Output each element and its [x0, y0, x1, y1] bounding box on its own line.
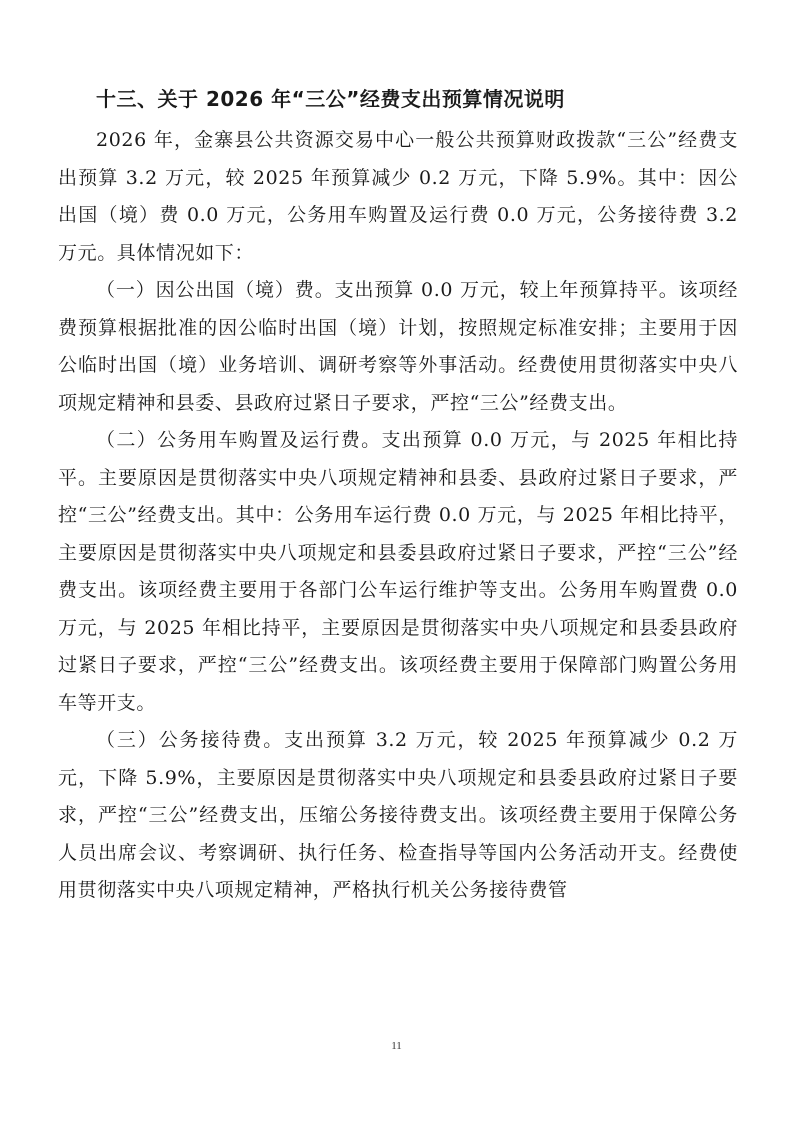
paragraph-official-reception: （三）公务接待费。支出预算 3.2 万元，较 2025 年预算减少 0.2 万元，下降 5.9%，主要原因是贯彻落实中央八项规定和县委县政府过紧日子要求，严控“三公”经费支出，压缩公务接待费支出。该项经费主要用于保障公务人员出席会议、考察调研、执行任务、检查指导等国内公务活动开支。经费使用贯彻落实中央八项规定精神，严格执行机关公务接待费管	[58, 729, 738, 901]
section-heading: 十三、关于 2026 年“三公”经费支出预算情况说明	[96, 87, 565, 111]
paragraph-overseas-travel: （一）因公出国（境）费。支出预算 0.0 万元，较上年预算持平。该项经费预算根据批准的因公临时出国（境）计划，按照规定标准安排；主要用于因公临时出国（境）业务培训、调研考察等外事活动。经费使用贯彻落实中央八项规定精神和县委、县政府过紧日子要求，严控“三公”经费支出。	[58, 279, 738, 414]
paragraph-summary: 2026 年，金寨县公共资源交易中心一般公共预算财政拨款“三公”经费支出预算 3.2 万元，较 2025 年预算减少 0.2 万元，下降 5.9%。其中：因公出国（境）费 0.0 万元，公务用车购置及运行费 0.0 万元，公务接待费 3.2 万元。具体情况如下：	[58, 129, 738, 264]
page-number: 11	[391, 1040, 402, 1052]
paragraph-official-vehicles: （二）公务用车购置及运行费。支出预算 0.0 万元，与 2025 年相比持平。主要原因是贯彻落实中央八项规定精神和县委、县政府过紧日子要求，严控“三公”经费支出。其中：公务用车运行费 0.0 万元，与 2025 年相比持平，主要原因是贯彻落实中央八项规定和县委县政府过紧日子要求，严控“三公”经费支出。该项经费主要用于各部门公车运行维护等支出。公务用车购置费 0.0 万元，与 2025 年相比持平，主要原因是贯彻落实中央八项规定和县委县政府过紧日子要求，严控“三公”经费支出。该项经费主要用于保障部门购置公务用车等开支。	[58, 429, 738, 714]
document-body	[58, 122, 738, 910]
